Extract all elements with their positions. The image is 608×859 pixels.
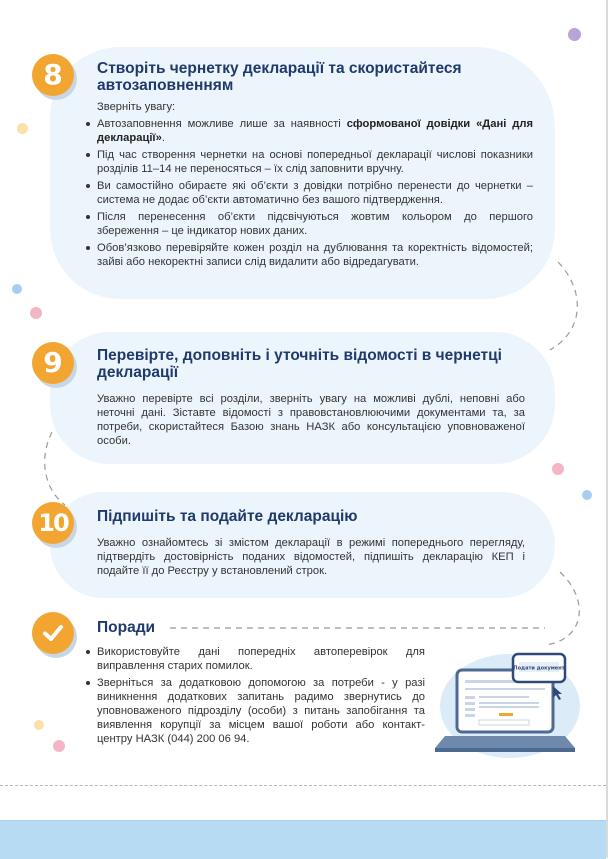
step-8-badge bbox=[32, 54, 74, 96]
step-8-intro: Зверніть увагу: bbox=[97, 101, 176, 113]
title-line: Перевірте, доповніть і уточніть відомості в чернетці bbox=[97, 347, 502, 364]
title-line: автозаповненням bbox=[97, 77, 234, 94]
tips-bullet-list bbox=[85, 645, 425, 746]
submit-document-label: Подати документ bbox=[513, 665, 565, 672]
footer-divider bbox=[0, 785, 606, 786]
step-9-body: Уважно перевірте всі розділи, зверніть увагу на можливі дублі, неповні або неточні дані. Зіставте відомості з правовстановлюючими документами та, за потреби, скористайтеся Базою знань НАЗК або консультацією уповноваженої особи. bbox=[97, 393, 525, 447]
footer-band bbox=[0, 820, 606, 859]
step-9-badge bbox=[32, 342, 74, 384]
step-number: 9 bbox=[43, 346, 63, 379]
step-number: 10 bbox=[38, 509, 68, 537]
list-item: Зверніться за додатковою допомогою за потреби - у разі виникнення додаткових запитань радимо звернутись до уповноваженого підрозділу (особи) з питань запобігання та виявлення корупції за місцем вашої роботи або контакт-центру НАЗК (044) 200 06 94. bbox=[85, 676, 425, 746]
title-line: декларації bbox=[97, 364, 179, 381]
tips-title: Поради bbox=[97, 619, 156, 636]
tips-body bbox=[85, 645, 425, 749]
list-item: Обов’язково перевіряйте кожен розділ на дублювання та коректність відомостей; зайві або некоректні записи слід видалити або відредагувати. bbox=[85, 241, 533, 269]
checkmark-icon bbox=[41, 621, 65, 645]
title-line: Підпишіть та подайте декларацію bbox=[97, 508, 358, 525]
list-item: Ви самостійно обираєте які об’єкти з довідки потрібно перенести до чернетки – система не додає об’єкти автоматично без вашого підтвердження. bbox=[85, 179, 533, 207]
step-8-body bbox=[85, 100, 533, 272]
laptop-illustration bbox=[435, 648, 585, 758]
title-line: Створіть чернетку декларації та скористайтеся bbox=[97, 60, 462, 77]
list-item: Після перенесення об’єкти підсвічуються жовтим кольором до першого збереження – це індикатор нових даних. bbox=[85, 210, 533, 238]
list-item: Автозаповнення можливе лише за наявності сформованої довідки «Дані для декларації». bbox=[85, 117, 533, 145]
step-8-title bbox=[97, 60, 537, 94]
step-10-title bbox=[97, 508, 537, 525]
step-10-body: Уважно ознайомтесь зі змістом декларації в режимі попереднього перегляду, підтвердіть достовірність поданих відомостей, підпишіть декларацію КЕП і подайте її до Реєстру у встановлений строк. bbox=[97, 537, 525, 577]
list-item: Використовуйте дані попередніх автоперевірок для виправлення старих помилок. bbox=[85, 645, 425, 673]
step-number: 8 bbox=[43, 58, 63, 91]
step-9-title bbox=[97, 347, 537, 381]
step-8-bullet-list bbox=[85, 117, 533, 269]
tips-badge bbox=[32, 612, 74, 654]
list-item: Під час створення чернетки на основі попередньої декларації числові показники розділів 11–14 не переносяться – їх слід заповнити вручну. bbox=[85, 148, 533, 176]
step-10-badge bbox=[32, 502, 74, 544]
